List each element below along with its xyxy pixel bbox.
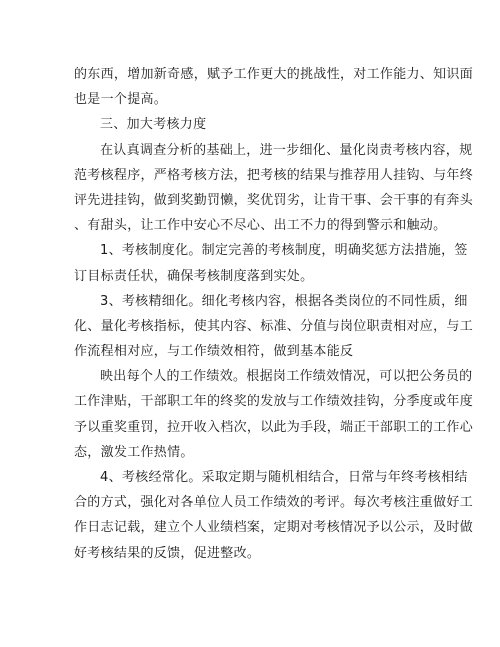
text-line: 在认真调查分析的基础上，进一步细化、量化岗责考核内容，规 [100,142,473,158]
text-line: 也是一个提高。 [74,92,168,108]
text-line: 工作津贴，干部职工年的终奖的发放与工作绩效挂钩，分季度或年度 [74,394,474,410]
text-line: 作流程相对应，与工作绩效相符，做到基本能反 [74,344,354,360]
text-line: 映出每个人的工作绩效。根据岗工作绩效情况，可以把公务员的 [100,369,473,385]
text-line: 范考核程序，严格考核方法，把考核的结果与推荐用人挂钩、与年终 [74,167,474,183]
text-line: 的东西，增加新奇感，赋予工作更大的挑战性，对工作能力、知识面 [74,67,474,82]
text-line: 合的方式，强化对各单位人员工作绩效的考评。每次考核注重做好工 [74,495,474,511]
text-line: 3、考核精细化。细化考核内容，根据各类岗位的不同性质，细 [100,293,468,309]
text-line: 评先进挂钩，做到奖勤罚懒，奖优罚劣，让肯干事、会干事的有奔头 [74,192,474,208]
section-heading: 三、加大考核力度 [100,117,207,133]
text-line: 订目标责任状，确保考核制度落到实处。 [74,268,314,284]
text-line: 作日志记载，建立个人业绩档案，定期对考核情况予以公示，及时做 [74,520,474,536]
text-line: 予以重奖重罚，拉开收入档次，以此为手段，端正干部职工的工作心 [74,419,474,435]
text-line: 4、考核经常化。采取定期与随机相结合，日常与年终考核相结 [100,470,468,485]
text-line: 态，激发工作热情。 [74,444,194,460]
document-body [74,64,474,568]
text-line: 好考核结果的反馈，促进整改。 [74,545,261,561]
text-line: 化、量化考核指标，使其内容、标准、分值与岗位职责相对应，与工 [74,318,474,334]
text-line: 、有甜头，让工作中安心不尽心、出工不力的得到警示和触动。 [74,218,447,234]
text-line: 1、考核制度化。制定完善的考核制度，明确奖惩方法措施，签 [100,243,468,259]
